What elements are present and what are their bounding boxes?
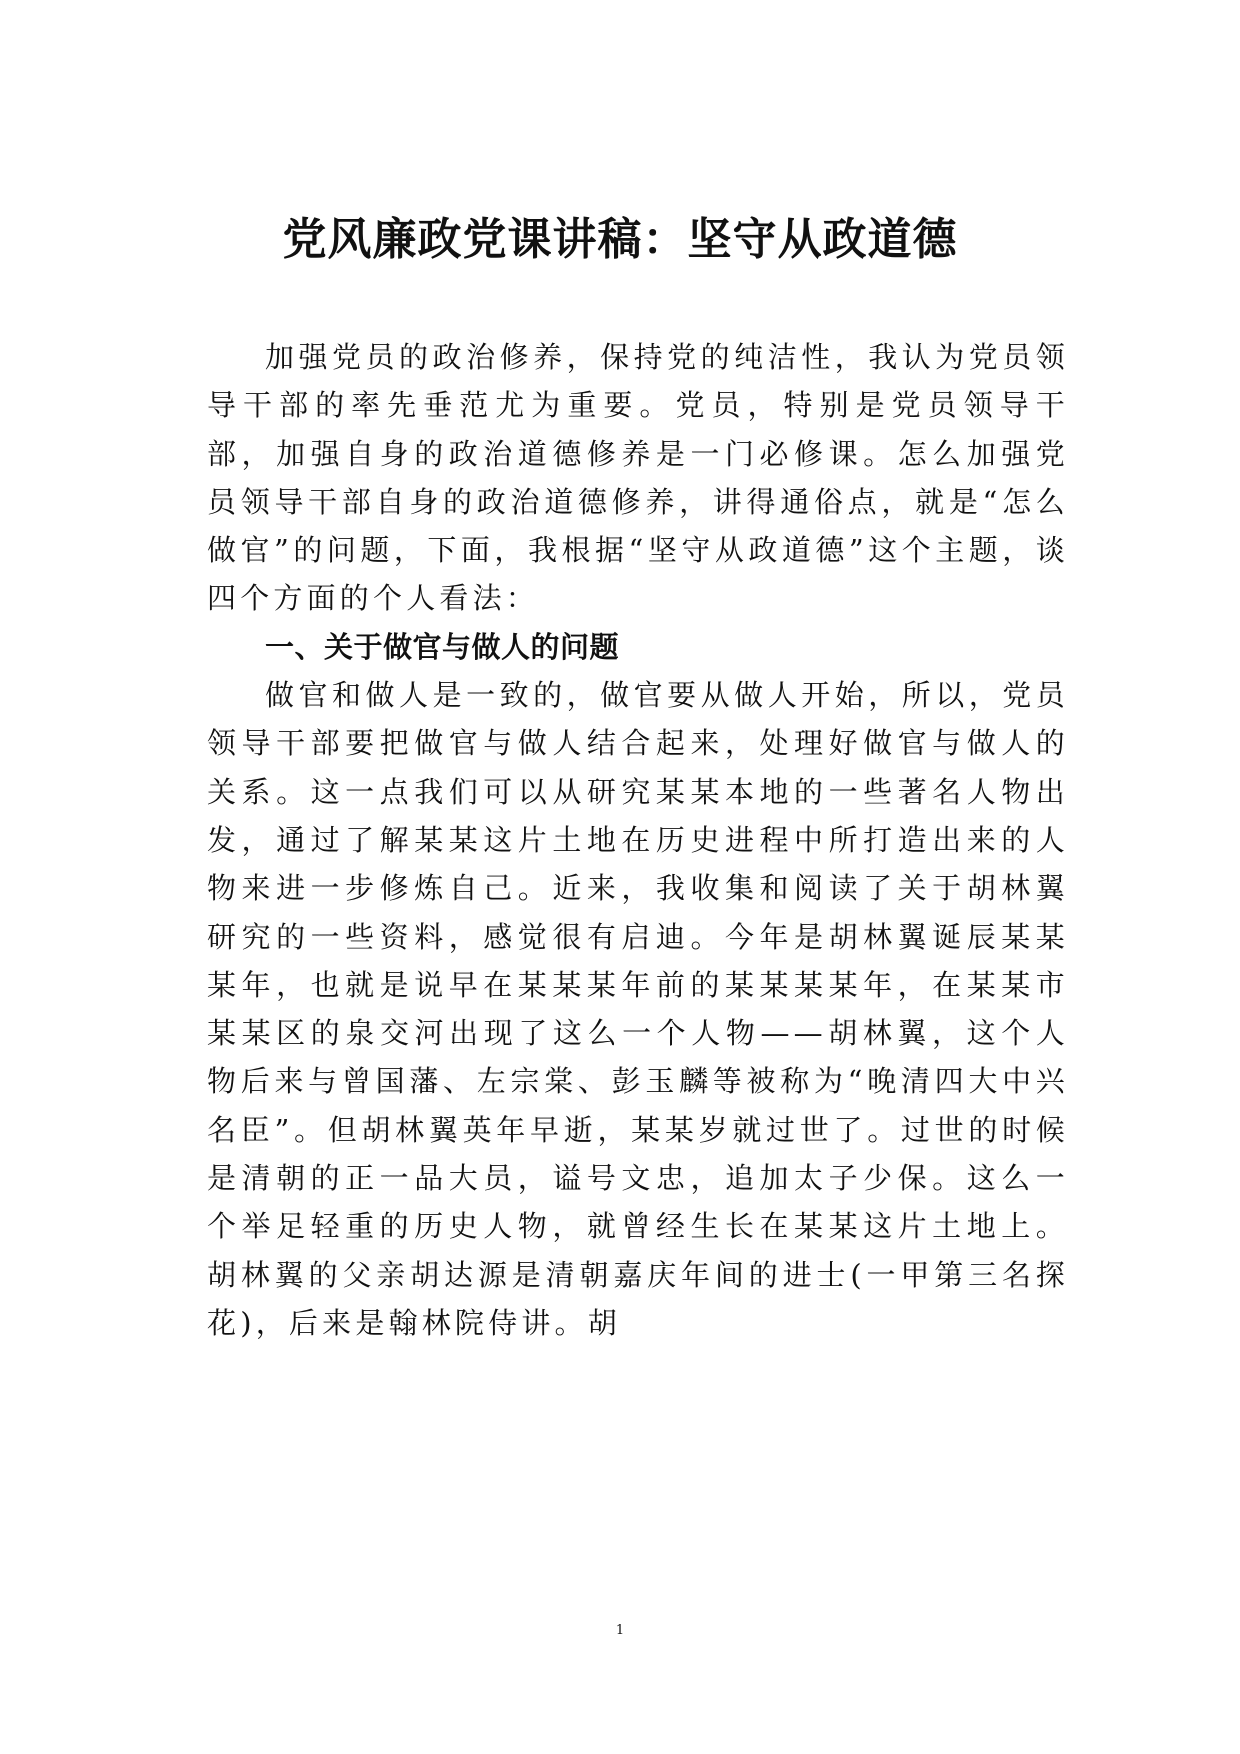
intro-paragraph: 加强党员的政治修养，保持党的纯洁性，我认为党员领导干部的率先垂范尤为重要。党员，特别是党员领导干部，加强自身的政治道德修养是一门必修课。怎么加强党员领导干部自身的政治道德修养，讲得通俗点，就是“怎么做官”的问题，下面，我根据“坚守从政道德”这个主题，谈四个方面的个人看法： (207, 340, 1069, 616)
document-body (207, 333, 1069, 1347)
section-1-paragraph: 做官和做人是一致的，做官要从做人开始，所以，党员领导干部要把做官与做人结合起来，处理好做官与做人的关系。这一点我们可以从研究某某本地的一些著名人物出发，通过了解某某这片土地在历史进程中所打造出来的人物来进一步修炼自己。近来，我收集和阅读了关于胡林翼研究的一些资料，感觉很有启迪。今年是胡林翼诞辰某某某年，也就是说早在某某某年前的某某某某年，在某某市某某区的泉交河出现了这么一个人物——胡林翼，这个人物后来与曾国藩、左宗棠、彭玉麟等被称为“晚清四大中兴名臣”。但胡林翼英年早逝，某某岁就过世了。过世的时候是清朝的正一品大员，谥号文忠，追加太子少保。这么一个举足轻重的历史人物，就曾经生长在某某这片土地上。胡林翼的父亲胡达源是清朝嘉庆年间的进士(一甲第三名探花)，后来是翰林院侍讲。胡 (207, 678, 1069, 1340)
document-title: 党风廉政党课讲稿：坚守从政道德 (282, 214, 958, 265)
page-number: 1 (615, 1623, 625, 1638)
section-heading-1: 一、关于做官与做人的问题 (265, 629, 620, 664)
